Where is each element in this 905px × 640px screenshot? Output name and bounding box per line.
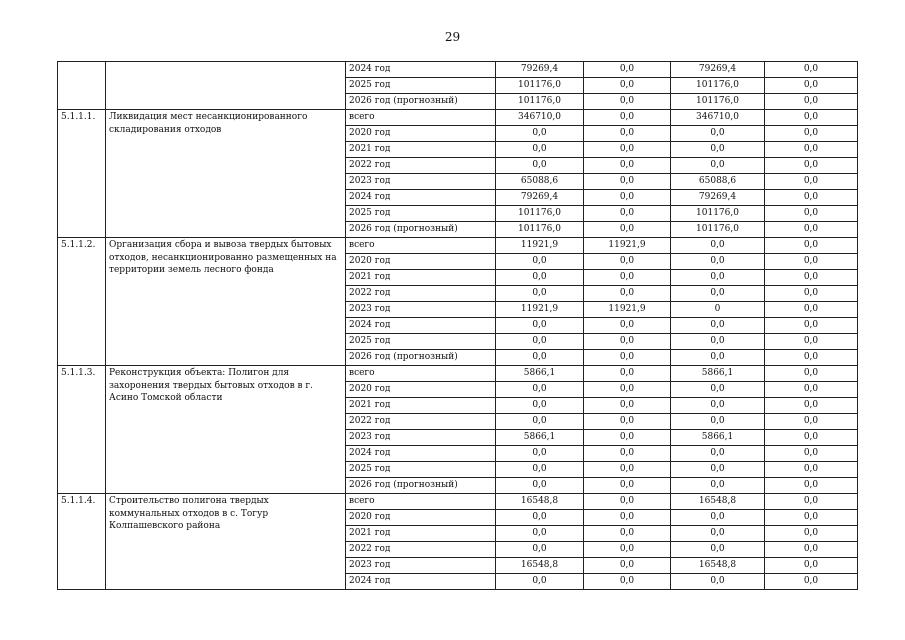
value-cell: 0,0 (496, 142, 584, 158)
value-cell: 0,0 (671, 350, 765, 366)
table-row (58, 110, 858, 126)
value-cell: 0,0 (584, 558, 671, 574)
value-cell: 0,0 (496, 270, 584, 286)
value-cell: 0,0 (671, 510, 765, 526)
value-cell: 11921,9 (584, 302, 671, 318)
value-cell: 0,0 (765, 430, 858, 446)
value-cell: 0,0 (671, 462, 765, 478)
year-cell: 2024 год (346, 318, 496, 334)
value-cell: 0,0 (765, 286, 858, 302)
value-cell: 346710,0 (496, 110, 584, 126)
year-cell: 2026 год (прогнозный) (346, 94, 496, 110)
value-cell: 0,0 (496, 462, 584, 478)
value-cell: 0,0 (584, 110, 671, 126)
year-cell: 2020 год (346, 510, 496, 526)
value-cell: 0,0 (765, 270, 858, 286)
value-cell: 0,0 (584, 446, 671, 462)
value-cell: 0,0 (496, 446, 584, 462)
year-cell: 2022 год (346, 414, 496, 430)
year-cell: 2024 год (346, 190, 496, 206)
value-cell: 0,0 (765, 174, 858, 190)
value-cell: 0,0 (671, 286, 765, 302)
value-cell: 79269,4 (496, 62, 584, 78)
value-cell: 5866,1 (496, 430, 584, 446)
value-cell: 0,0 (765, 238, 858, 254)
value-cell: 346710,0 (671, 110, 765, 126)
year-cell: 2020 год (346, 126, 496, 142)
value-cell: 0,0 (765, 142, 858, 158)
value-cell: 101176,0 (496, 206, 584, 222)
value-cell: 11921,9 (584, 238, 671, 254)
value-cell: 11921,9 (496, 302, 584, 318)
value-cell: 101176,0 (671, 78, 765, 94)
measure-code: 5.1.1.1. (58, 110, 106, 238)
year-cell: 2024 год (346, 446, 496, 462)
value-cell: 0,0 (496, 398, 584, 414)
value-cell: 0,0 (765, 62, 858, 78)
value-cell: 0,0 (671, 446, 765, 462)
table-body (58, 62, 858, 590)
value-cell: 0,0 (584, 206, 671, 222)
value-cell: 0,0 (671, 542, 765, 558)
value-cell: 0,0 (584, 398, 671, 414)
value-cell: 0,0 (765, 526, 858, 542)
value-cell: 0,0 (584, 350, 671, 366)
value-cell: 0,0 (496, 286, 584, 302)
value-cell: 0 (671, 302, 765, 318)
value-cell: 0,0 (671, 334, 765, 350)
year-cell: 2023 год (346, 174, 496, 190)
value-cell: 0,0 (496, 350, 584, 366)
value-cell: 0,0 (765, 382, 858, 398)
year-cell: 2025 год (346, 462, 496, 478)
year-cell: 2022 год (346, 542, 496, 558)
value-cell: 0,0 (584, 286, 671, 302)
measure-name: Реконструкция объекта: Полигон для захоронения твердых бытовых отходов в г. Асино Томской области (106, 366, 346, 494)
value-cell: 0,0 (765, 334, 858, 350)
value-cell: 101176,0 (496, 222, 584, 238)
value-cell: 16548,8 (671, 558, 765, 574)
value-cell: 0,0 (671, 126, 765, 142)
year-cell: всего (346, 110, 496, 126)
year-cell: 2024 год (346, 574, 496, 590)
value-cell: 16548,8 (671, 494, 765, 510)
value-cell: 0,0 (496, 526, 584, 542)
value-cell: 0,0 (765, 398, 858, 414)
year-cell: 2022 год (346, 286, 496, 302)
value-cell: 0,0 (584, 494, 671, 510)
year-cell: 2021 год (346, 526, 496, 542)
value-cell: 0,0 (765, 574, 858, 590)
value-cell: 16548,8 (496, 558, 584, 574)
value-cell: 0,0 (496, 542, 584, 558)
value-cell: 0,0 (496, 254, 584, 270)
value-cell: 0,0 (765, 110, 858, 126)
year-cell: всего (346, 494, 496, 510)
value-cell: 65088,6 (496, 174, 584, 190)
year-cell: 2022 год (346, 158, 496, 174)
value-cell: 0,0 (765, 206, 858, 222)
value-cell: 0,0 (496, 126, 584, 142)
value-cell: 0,0 (496, 510, 584, 526)
value-cell: 0,0 (765, 126, 858, 142)
value-cell: 0,0 (584, 126, 671, 142)
value-cell: 0,0 (496, 574, 584, 590)
value-cell: 0,0 (496, 382, 584, 398)
value-cell: 0,0 (584, 78, 671, 94)
value-cell: 0,0 (765, 302, 858, 318)
year-cell: 2025 год (346, 78, 496, 94)
value-cell: 101176,0 (671, 94, 765, 110)
value-cell: 0,0 (584, 94, 671, 110)
value-cell: 0,0 (765, 190, 858, 206)
year-cell: всего (346, 366, 496, 382)
value-cell: 0,0 (765, 558, 858, 574)
value-cell: 5866,1 (671, 430, 765, 446)
code-cell-empty (58, 62, 106, 110)
value-cell: 0,0 (671, 526, 765, 542)
value-cell: 0,0 (584, 366, 671, 382)
value-cell: 0,0 (584, 510, 671, 526)
value-cell: 0,0 (584, 462, 671, 478)
table-row (58, 62, 858, 78)
year-cell: 2021 год (346, 142, 496, 158)
table-row (58, 366, 858, 382)
value-cell: 0,0 (584, 334, 671, 350)
value-cell: 0,0 (765, 542, 858, 558)
table-row (58, 238, 858, 254)
value-cell: 0,0 (765, 222, 858, 238)
measure-code: 5.1.1.4. (58, 494, 106, 590)
value-cell: 0,0 (765, 510, 858, 526)
value-cell: 0,0 (671, 270, 765, 286)
value-cell: 101176,0 (496, 78, 584, 94)
value-cell: 0,0 (765, 158, 858, 174)
value-cell: 79269,4 (496, 190, 584, 206)
value-cell: 0,0 (765, 478, 858, 494)
value-cell: 0,0 (671, 398, 765, 414)
value-cell: 0,0 (765, 78, 858, 94)
value-cell: 0,0 (584, 190, 671, 206)
value-cell: 0,0 (584, 478, 671, 494)
value-cell: 0,0 (765, 446, 858, 462)
value-cell: 0,0 (765, 366, 858, 382)
value-cell: 0,0 (671, 414, 765, 430)
value-cell: 0,0 (496, 414, 584, 430)
value-cell: 0,0 (584, 574, 671, 590)
value-cell: 0,0 (496, 478, 584, 494)
value-cell: 0,0 (584, 158, 671, 174)
value-cell: 0,0 (584, 318, 671, 334)
year-cell: 2023 год (346, 430, 496, 446)
table-row (58, 494, 858, 510)
value-cell: 0,0 (765, 462, 858, 478)
value-cell: 0,0 (584, 62, 671, 78)
value-cell: 0,0 (671, 142, 765, 158)
value-cell: 0,0 (496, 334, 584, 350)
value-cell: 0,0 (584, 382, 671, 398)
measure-code: 5.1.1.2. (58, 238, 106, 366)
year-cell: 2026 год (прогнозный) (346, 350, 496, 366)
value-cell: 79269,4 (671, 62, 765, 78)
value-cell: 0,0 (584, 254, 671, 270)
year-cell: всего (346, 238, 496, 254)
value-cell: 0,0 (765, 414, 858, 430)
value-cell: 5866,1 (496, 366, 584, 382)
year-cell: 2025 год (346, 334, 496, 350)
year-cell: 2026 год (прогнозный) (346, 478, 496, 494)
value-cell: 0,0 (765, 254, 858, 270)
value-cell: 0,0 (765, 94, 858, 110)
page-number: 29 (444, 30, 461, 44)
value-cell: 5866,1 (671, 366, 765, 382)
value-cell: 101176,0 (496, 94, 584, 110)
year-cell: 2023 год (346, 558, 496, 574)
year-cell: 2021 год (346, 398, 496, 414)
measure-name: Строительство полигона твердых коммунальных отходов в с. Тогур Колпашевского района (106, 494, 346, 590)
value-cell: 101176,0 (671, 222, 765, 238)
value-cell: 0,0 (584, 414, 671, 430)
value-cell: 0,0 (496, 158, 584, 174)
measure-name: Ликвидация мест несанкционированного складирования отходов (106, 110, 346, 238)
measure-code: 5.1.1.3. (58, 366, 106, 494)
value-cell: 0,0 (584, 142, 671, 158)
value-cell: 101176,0 (671, 206, 765, 222)
value-cell: 0,0 (584, 174, 671, 190)
value-cell: 0,0 (765, 318, 858, 334)
year-cell: 2023 год (346, 302, 496, 318)
value-cell: 0,0 (671, 382, 765, 398)
value-cell: 0,0 (584, 526, 671, 542)
value-cell: 0,0 (671, 254, 765, 270)
year-cell: 2024 год (346, 62, 496, 78)
value-cell: 11921,9 (496, 238, 584, 254)
value-cell: 0,0 (765, 494, 858, 510)
year-cell: 2020 год (346, 382, 496, 398)
value-cell: 0,0 (496, 318, 584, 334)
year-cell: 2020 год (346, 254, 496, 270)
value-cell: 0,0 (584, 542, 671, 558)
value-cell: 0,0 (671, 238, 765, 254)
year-cell: 2021 год (346, 270, 496, 286)
value-cell: 79269,4 (671, 190, 765, 206)
value-cell: 65088,6 (671, 174, 765, 190)
value-cell: 0,0 (765, 350, 858, 366)
value-cell: 0,0 (671, 478, 765, 494)
budget-table (57, 61, 858, 590)
value-cell: 0,0 (671, 158, 765, 174)
value-cell: 0,0 (584, 270, 671, 286)
value-cell: 0,0 (584, 430, 671, 446)
measure-name: Организация сбора и вывоза твердых бытовых отходов, несанкционированно размещенных на территории земель лесного фонда (106, 238, 346, 366)
value-cell: 0,0 (584, 222, 671, 238)
year-cell: 2025 год (346, 206, 496, 222)
value-cell: 0,0 (671, 574, 765, 590)
value-cell: 16548,8 (496, 494, 584, 510)
name-cell-empty (106, 62, 346, 110)
value-cell: 0,0 (671, 318, 765, 334)
year-cell: 2026 год (прогнозный) (346, 222, 496, 238)
